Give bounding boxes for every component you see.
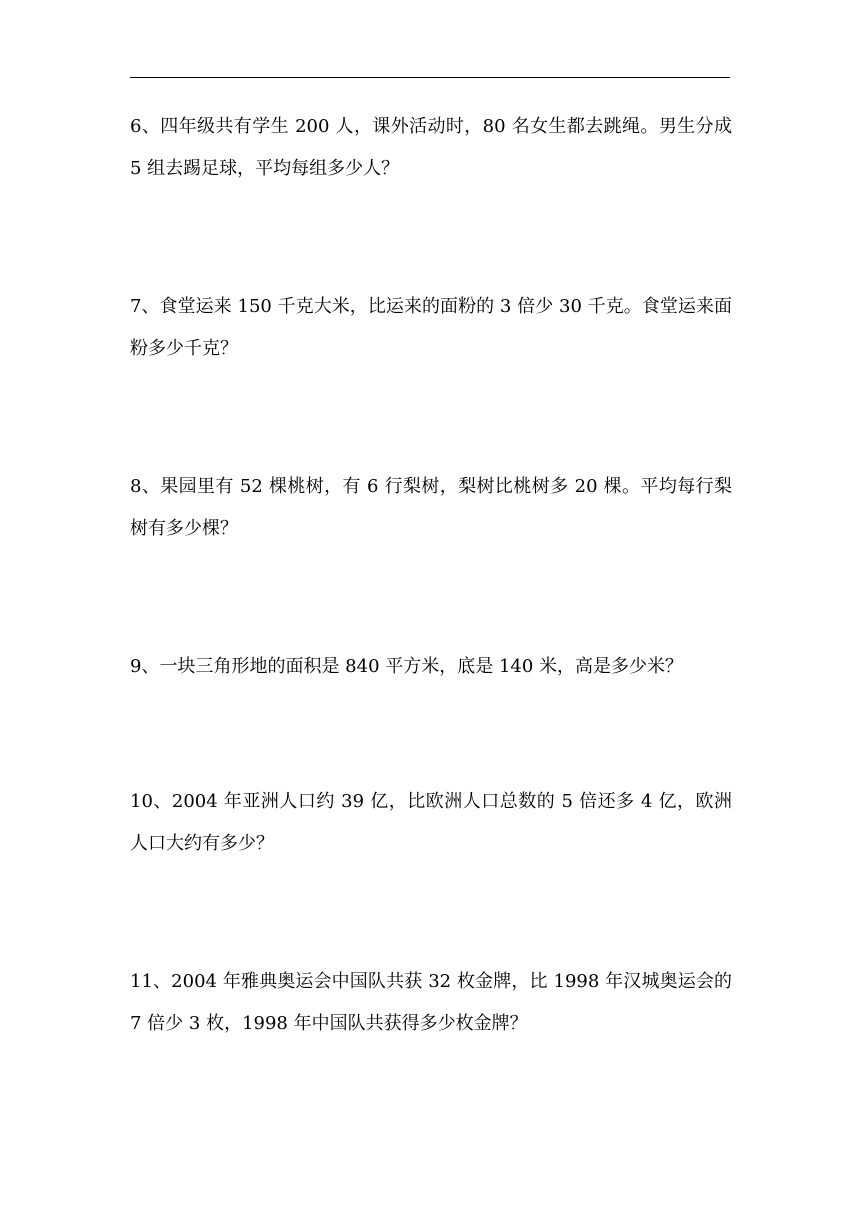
header-rule [130, 77, 730, 78]
problem-8: 8、果园里有 52 棵桃树，有 6 行梨树，梨树比桃树多 20 棵。平均每行梨树有多少棵？ [130, 476, 732, 539]
problem-10: 10、2004 年亚洲人口约 39 亿，比欧洲人口总数的 5 倍还多 4 亿，欧洲人口大约有多少？ [130, 791, 732, 854]
problem-6: 6、四年级共有学生 200 人，课外活动时，80 名女生都去跳绳。男生分成 5 组去踢足球，平均每组多少人？ [130, 116, 732, 179]
problem-9: 9、一块三角形地的面积是 840 平方米，底是 140 米，高是多少米？ [130, 656, 684, 677]
problem-7: 7、食堂运来 150 千克大米，比运来的面粉的 3 倍少 30 千克。食堂运来面粉多少千克？ [130, 296, 732, 359]
problem-11: 11、2004 年雅典奥运会中国队共获 32 枚金牌，比 1998 年汉城奥运会的 7 倍少 3 枚，1998 年中国队共获得多少枚金牌？ [130, 971, 732, 1034]
